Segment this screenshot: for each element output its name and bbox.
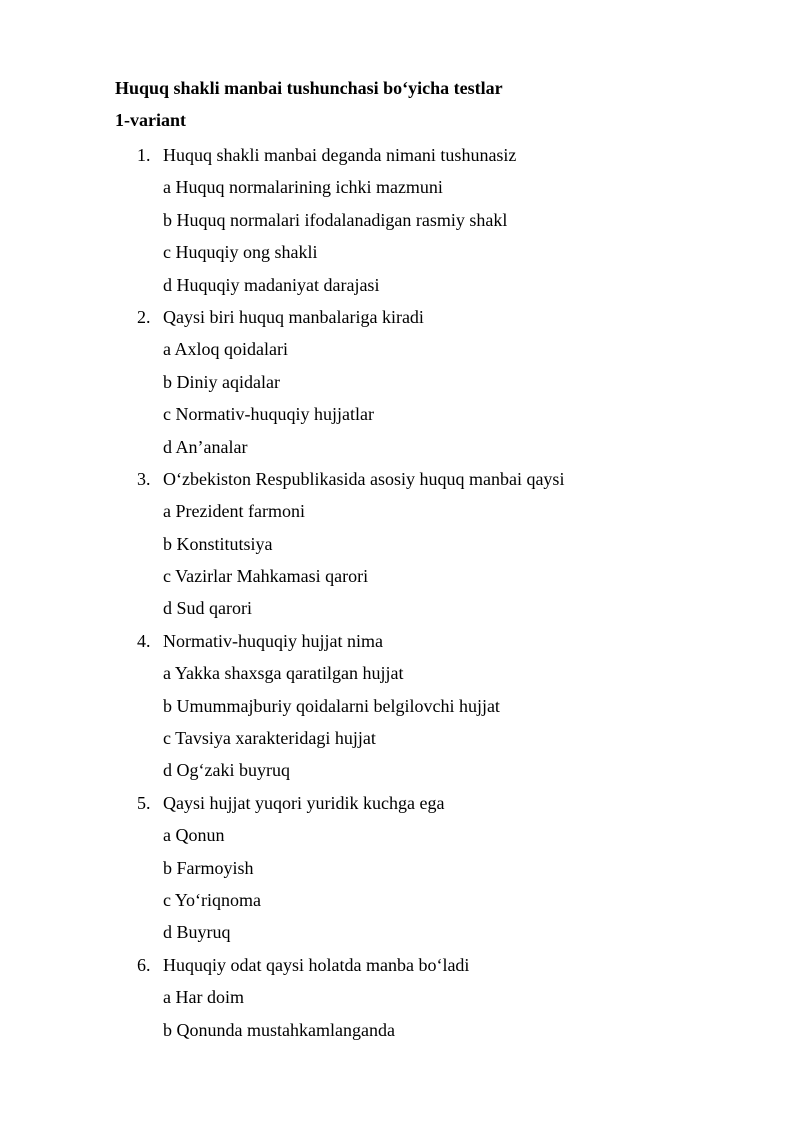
question-item	[0, 625, 800, 657]
variant-heading: 1-variant	[115, 110, 186, 130]
option-text: b Diniy aqidalar	[163, 371, 280, 392]
answer-option	[0, 236, 800, 268]
answer-option	[0, 819, 800, 851]
answer-option	[0, 690, 800, 722]
answer-option	[0, 204, 800, 236]
option-text: a Har doim	[163, 987, 244, 1008]
option-text: b Konstitutsiya	[163, 533, 273, 554]
question-number: 6.	[137, 954, 151, 975]
option-text: c Yo‘riqnoma	[163, 889, 261, 910]
option-text: a Axloq qoidalari	[163, 339, 288, 360]
question-number: 4.	[137, 630, 151, 651]
answer-option	[0, 1014, 800, 1046]
option-text: a Yakka shaxsga qaratilgan hujjat	[163, 663, 404, 684]
option-text: d Og‘zaki buyruq	[163, 760, 290, 781]
answer-option	[0, 398, 800, 430]
question-text: O‘zbekiston Respublikasida asosiy huquq manbai qaysi	[163, 468, 565, 489]
answer-option	[0, 528, 800, 560]
option-text: c Normativ-huquqiy hujjatlar	[163, 404, 374, 425]
option-text: c Vazirlar Mahkamasi qarori	[163, 566, 369, 587]
question-text: Qaysi hujjat yuqori yuridik kuchga ega	[163, 792, 445, 813]
answer-option	[0, 852, 800, 884]
option-text: b Umummajburiy qoidalarni belgilovchi hujjat	[163, 695, 500, 716]
option-text: d Buyruq	[163, 922, 231, 943]
answer-option	[0, 431, 800, 463]
answer-option	[0, 754, 800, 786]
option-text: d Huquqiy madaniyat darajasi	[163, 274, 380, 295]
question-item	[0, 463, 800, 495]
document-title: Huquq shakli manbai tushunchasi bo‘yicha testlar	[115, 78, 503, 98]
question-number: 5.	[137, 792, 151, 813]
option-text: d An’analar	[163, 436, 248, 457]
answer-option	[0, 333, 800, 365]
option-text: a Huquq normalarining ichki mazmuni	[163, 177, 443, 198]
answer-option	[0, 657, 800, 689]
question-number: 2.	[137, 306, 151, 327]
answer-option	[0, 592, 800, 624]
option-text: b Farmoyish	[163, 857, 254, 878]
answer-option	[0, 269, 800, 301]
answer-option	[0, 884, 800, 916]
answer-option	[0, 916, 800, 948]
question-text: Qaysi biri huquq manbalariga kiradi	[163, 306, 424, 327]
option-text: d Sud qarori	[163, 598, 252, 619]
question-text: Huquqiy odat qaysi holatda manba bo‘ladi	[163, 954, 470, 975]
option-text: a Prezident farmoni	[163, 501, 305, 522]
question-text: Huquq shakli manbai deganda nimani tushunasiz	[163, 145, 517, 165]
option-text: c Huquqiy ong shakli	[163, 242, 318, 263]
answer-option	[0, 722, 800, 754]
question-list	[0, 139, 800, 1046]
question-number: 1.	[137, 145, 151, 165]
question-item	[0, 787, 800, 819]
option-text: b Qonunda mustahkamlanganda	[163, 1019, 395, 1040]
question-item	[0, 139, 800, 171]
answer-option	[0, 171, 800, 203]
answer-option	[0, 495, 800, 527]
question-number: 3.	[137, 468, 151, 489]
option-text: c Tavsiya xarakteridagi hujjat	[163, 728, 376, 749]
option-text: a Qonun	[163, 825, 225, 846]
answer-option	[0, 981, 800, 1013]
answer-option	[0, 560, 800, 592]
question-item	[0, 301, 800, 333]
question-item	[0, 949, 800, 981]
option-text: b Huquq normalari ifodalanadigan rasmiy shakl	[163, 209, 508, 230]
answer-option	[0, 366, 800, 398]
question-text: Normativ-huquqiy hujjat nima	[163, 630, 383, 651]
